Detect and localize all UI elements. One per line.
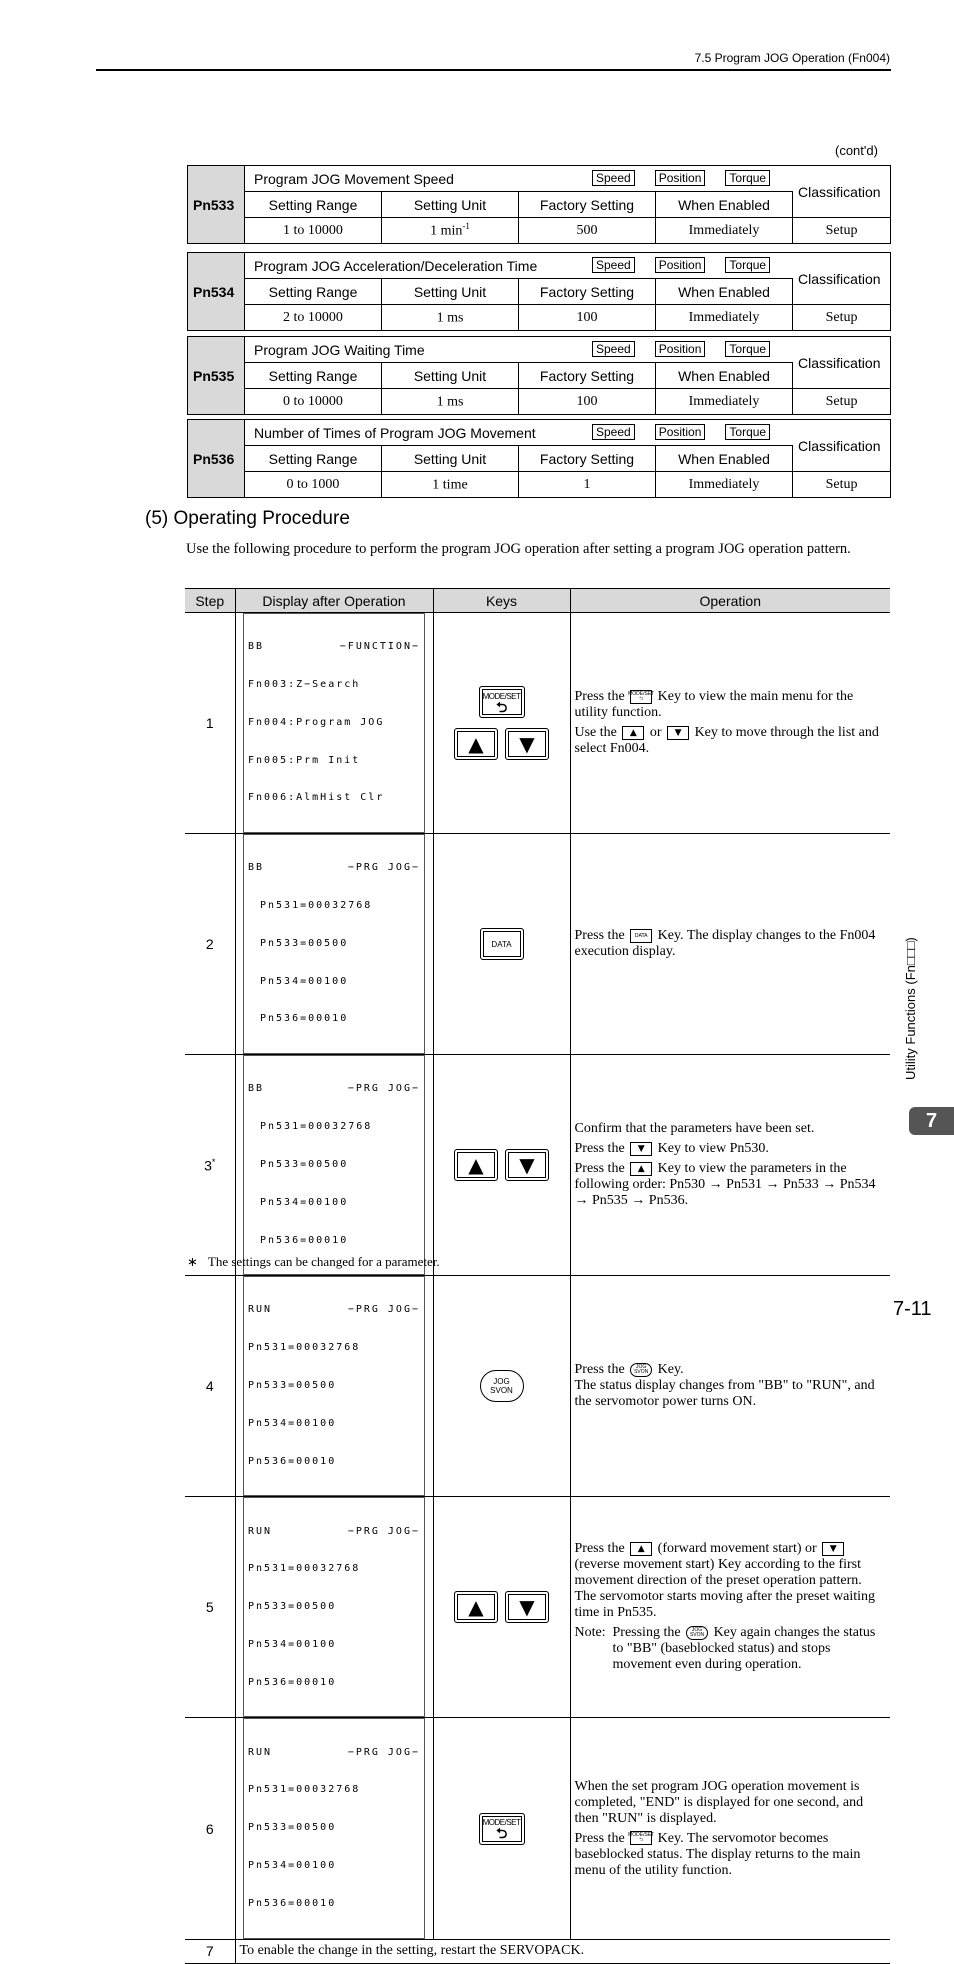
jog-key-icon: JOG SVON xyxy=(630,1363,652,1377)
mode-set-key[interactable]: MODE/SET ⮌ xyxy=(479,686,525,718)
val-range: 1 to 10000 xyxy=(245,218,382,244)
param-name: Program JOG Acceleration/Deceleration Time Speed Position Torque xyxy=(245,253,793,279)
up-key-icon: ▲ xyxy=(630,1162,652,1176)
step-row-1 xyxy=(185,613,890,834)
param-table-pn535 xyxy=(187,336,891,415)
down-key[interactable]: ▼ xyxy=(505,1149,549,1181)
val-unit: 1 ms xyxy=(382,389,519,415)
col-step: Step xyxy=(185,589,235,613)
val-classification: Setup xyxy=(793,305,891,331)
tag-speed: Speed xyxy=(592,424,635,440)
tag-position: Position xyxy=(655,424,706,440)
val-range: 2 to 10000 xyxy=(245,305,382,331)
down-key-icon: ▼ xyxy=(630,1142,652,1156)
up-key-icon: ▲ xyxy=(622,726,644,740)
hd-factory: Factory Setting xyxy=(519,363,656,389)
up-key-icon: ▲ xyxy=(630,1542,652,1556)
tag-position: Position xyxy=(655,170,706,186)
hd-factory: Factory Setting xyxy=(519,446,656,472)
data-key-icon: DATA xyxy=(630,929,652,943)
procedure-header-row xyxy=(185,589,890,613)
step-number: 5 xyxy=(185,1497,235,1718)
mode-key-icon: MODE/SET ⮌ xyxy=(628,1832,655,1844)
panel-display: RUN −PRG JOG− Pn531=00032768 Pn533=00500 Pn534=00100 Pn536=00010 xyxy=(243,1718,425,1938)
val-classification: Setup xyxy=(793,218,891,244)
val-when: Immediately xyxy=(656,305,793,331)
jog-key-icon: JOG SVON xyxy=(686,1626,708,1640)
section-title: (5) Operating Procedure xyxy=(145,508,350,529)
val-unit: 1 ms xyxy=(382,305,519,331)
step-number: 2 xyxy=(185,834,235,1055)
panel-display: BB −FUNCTION− Fn003:Z−Search Fn004:Program JOG Fn005:Prm Init Fn006:AlmHist Clr xyxy=(243,613,425,833)
procedure-table xyxy=(185,588,890,1964)
up-key[interactable]: ▲ xyxy=(454,1591,498,1623)
header-rule xyxy=(96,69,891,71)
param-table-pn534 xyxy=(187,252,891,331)
param-number: Pn534 xyxy=(188,253,245,331)
hd-when: When Enabled xyxy=(656,363,793,389)
hd-unit: Setting Unit xyxy=(382,363,519,389)
panel-display: BB −PRG JOG− Pn531=00032768 Pn533=00500 Pn534=00100 Pn536=00010 xyxy=(243,834,425,1054)
classification-label: Classification xyxy=(793,420,891,472)
val-factory: 100 xyxy=(519,389,656,415)
step-row-7 xyxy=(185,1939,890,1963)
param-number: Pn536 xyxy=(188,420,245,498)
hd-when: When Enabled xyxy=(656,192,793,218)
step-number: 6 xyxy=(185,1718,235,1939)
tag-torque: Torque xyxy=(725,257,770,273)
hd-range: Setting Range xyxy=(245,279,382,305)
panel-display: BB −PRG JOG− Pn531=00032768 Pn533=00500 Pn534=00100 Pn536=00010 xyxy=(243,1055,425,1275)
classification-label: Classification xyxy=(793,166,891,218)
chapter-tab: 7 xyxy=(909,1107,954,1135)
operation-text: Press the ▲ (forward movement start) or ▼ (reverse movement start) Key according to the first movement direction of the preset operation pattern. The servomotor starts moving after the preset waiting time in Pn535. Note: Pressing the JOG SVON Key again changes the status to "BB" (baseblocked status) and stops movement even during operation. xyxy=(570,1497,890,1718)
mode-key-icon: MODE/SET ⮌ xyxy=(628,690,655,702)
val-factory: 500 xyxy=(519,218,656,244)
loop-arrow-icon: ⮌ xyxy=(496,1825,507,1842)
col-keys: Keys xyxy=(433,589,570,613)
up-key[interactable]: ▲ xyxy=(454,728,498,760)
panel-display: RUN −PRG JOG− Pn531=00032768 Pn533=00500 Pn534=00100 Pn536=00010 xyxy=(243,1497,425,1717)
loop-arrow-icon: ⮌ xyxy=(496,698,507,715)
hd-range: Setting Range xyxy=(245,363,382,389)
data-key[interactable]: DATA xyxy=(480,928,524,960)
step-number: 7 xyxy=(185,1939,235,1963)
tag-position: Position xyxy=(655,257,706,273)
val-classification: Setup xyxy=(793,389,891,415)
val-unit: 1 $\min^{-1}$ xyxy=(382,218,519,244)
tag-torque: Torque xyxy=(725,341,770,357)
val-range: 0 to 1000 xyxy=(245,472,382,498)
val-unit: 1 time xyxy=(382,472,519,498)
operation-text: When the set program JOG operation movement is completed, "END" is displayed for one second, and then "RUN" is displayed. Press the MODE/SET ⮌ Key. The servomotor becomes baseblocked status. The display returns to the main menu of the utility function. xyxy=(570,1718,890,1939)
hd-when: When Enabled xyxy=(656,446,793,472)
hd-when: When Enabled xyxy=(656,279,793,305)
hd-unit: Setting Unit xyxy=(382,446,519,472)
down-key-icon: ▼ xyxy=(822,1542,844,1556)
param-table-pn536 xyxy=(187,419,891,498)
down-key-icon: ▼ xyxy=(667,726,689,740)
tag-speed: Speed xyxy=(592,170,635,186)
step-row-6 xyxy=(185,1718,890,1939)
val-factory: 100 xyxy=(519,305,656,331)
hd-range: Setting Range xyxy=(245,192,382,218)
param-name: Program JOG Movement Speed Speed Position Torque xyxy=(245,166,793,192)
up-key[interactable]: ▲ xyxy=(454,1149,498,1181)
step-row-5 xyxy=(185,1497,890,1718)
operation-text: Press the JOG SVON Key. The status display changes from "BB" to "RUN", and the servomotor power turns ON. xyxy=(570,1276,890,1497)
hd-range: Setting Range xyxy=(245,446,382,472)
hd-factory: Factory Setting xyxy=(519,279,656,305)
operation-text: To enable the change in the setting, restart the SERVOPACK. xyxy=(235,1939,890,1963)
panel-display: RUN −PRG JOG− Pn531=00032768 Pn533=00500 Pn534=00100 Pn536=00010 xyxy=(243,1276,425,1496)
operation-text: Press the DATA Key. The display changes to the Fn004 execution display. xyxy=(570,834,890,1055)
operation-text: Press the MODE/SET ⮌ Key to view the main menu for the utility function. Use the ▲ or ▼ Key to move through the list and select Fn004. xyxy=(570,613,890,834)
hd-factory: Factory Setting xyxy=(519,192,656,218)
param-number: Pn533 xyxy=(188,166,245,244)
footnote: ∗ The settings can be changed for a parameter. xyxy=(187,1254,440,1269)
step-number: 3* xyxy=(185,1055,235,1276)
param-name: Program JOG Waiting Time Speed Position Torque xyxy=(245,337,793,363)
mode-set-key[interactable]: MODE/SET ⮌ xyxy=(479,1813,525,1845)
val-factory: 1 xyxy=(519,472,656,498)
tag-torque: Torque xyxy=(725,424,770,440)
step-number: 1 xyxy=(185,613,235,834)
param-table-pn533 xyxy=(187,165,891,244)
val-classification: Setup xyxy=(793,472,891,498)
contd-label: (cont'd) xyxy=(835,143,878,158)
val-when: Immediately xyxy=(656,218,793,244)
page-number: 7-11 xyxy=(893,1298,932,1320)
hd-unit: Setting Unit xyxy=(382,192,519,218)
val-when: Immediately xyxy=(656,472,793,498)
val-range: 0 to 10000 xyxy=(245,389,382,415)
intro-paragraph: Use the following procedure to perform the program JOG operation after setting a program JOG operation pattern. xyxy=(186,541,851,557)
running-header: 7.5 Program JOG Operation (Fn004) xyxy=(694,51,890,65)
down-key[interactable]: ▼ xyxy=(505,1591,549,1623)
col-display: Display after Operation xyxy=(235,589,433,613)
hd-unit: Setting Unit xyxy=(382,279,519,305)
jog-svon-key[interactable]: JOG SVON xyxy=(480,1370,524,1402)
param-number: Pn535 xyxy=(188,337,245,415)
tag-speed: Speed xyxy=(592,257,635,273)
step-number: 4 xyxy=(185,1276,235,1497)
step-row-3 xyxy=(185,1055,890,1276)
step-row-4 xyxy=(185,1276,890,1497)
down-key[interactable]: ▼ xyxy=(505,728,549,760)
classification-label: Classification xyxy=(793,337,891,389)
classification-label: Classification xyxy=(793,253,891,305)
tag-torque: Torque xyxy=(725,170,770,186)
param-name: Number of Times of Program JOG Movement Speed Position Torque xyxy=(245,420,793,446)
col-operation: Operation xyxy=(570,589,890,613)
tag-position: Position xyxy=(655,341,706,357)
chapter-side-label: Utility Functions (Fn□□□) xyxy=(903,937,918,1080)
operation-text: Confirm that the parameters have been set. Press the ▼ Key to view Pn530. Press the ▲ Key to view the parameters in the following order: Pn530 → Pn531 → Pn533 → Pn534 → Pn535 → Pn536. xyxy=(570,1055,890,1276)
step-row-2 xyxy=(185,834,890,1055)
val-when: Immediately xyxy=(656,389,793,415)
tag-speed: Speed xyxy=(592,341,635,357)
